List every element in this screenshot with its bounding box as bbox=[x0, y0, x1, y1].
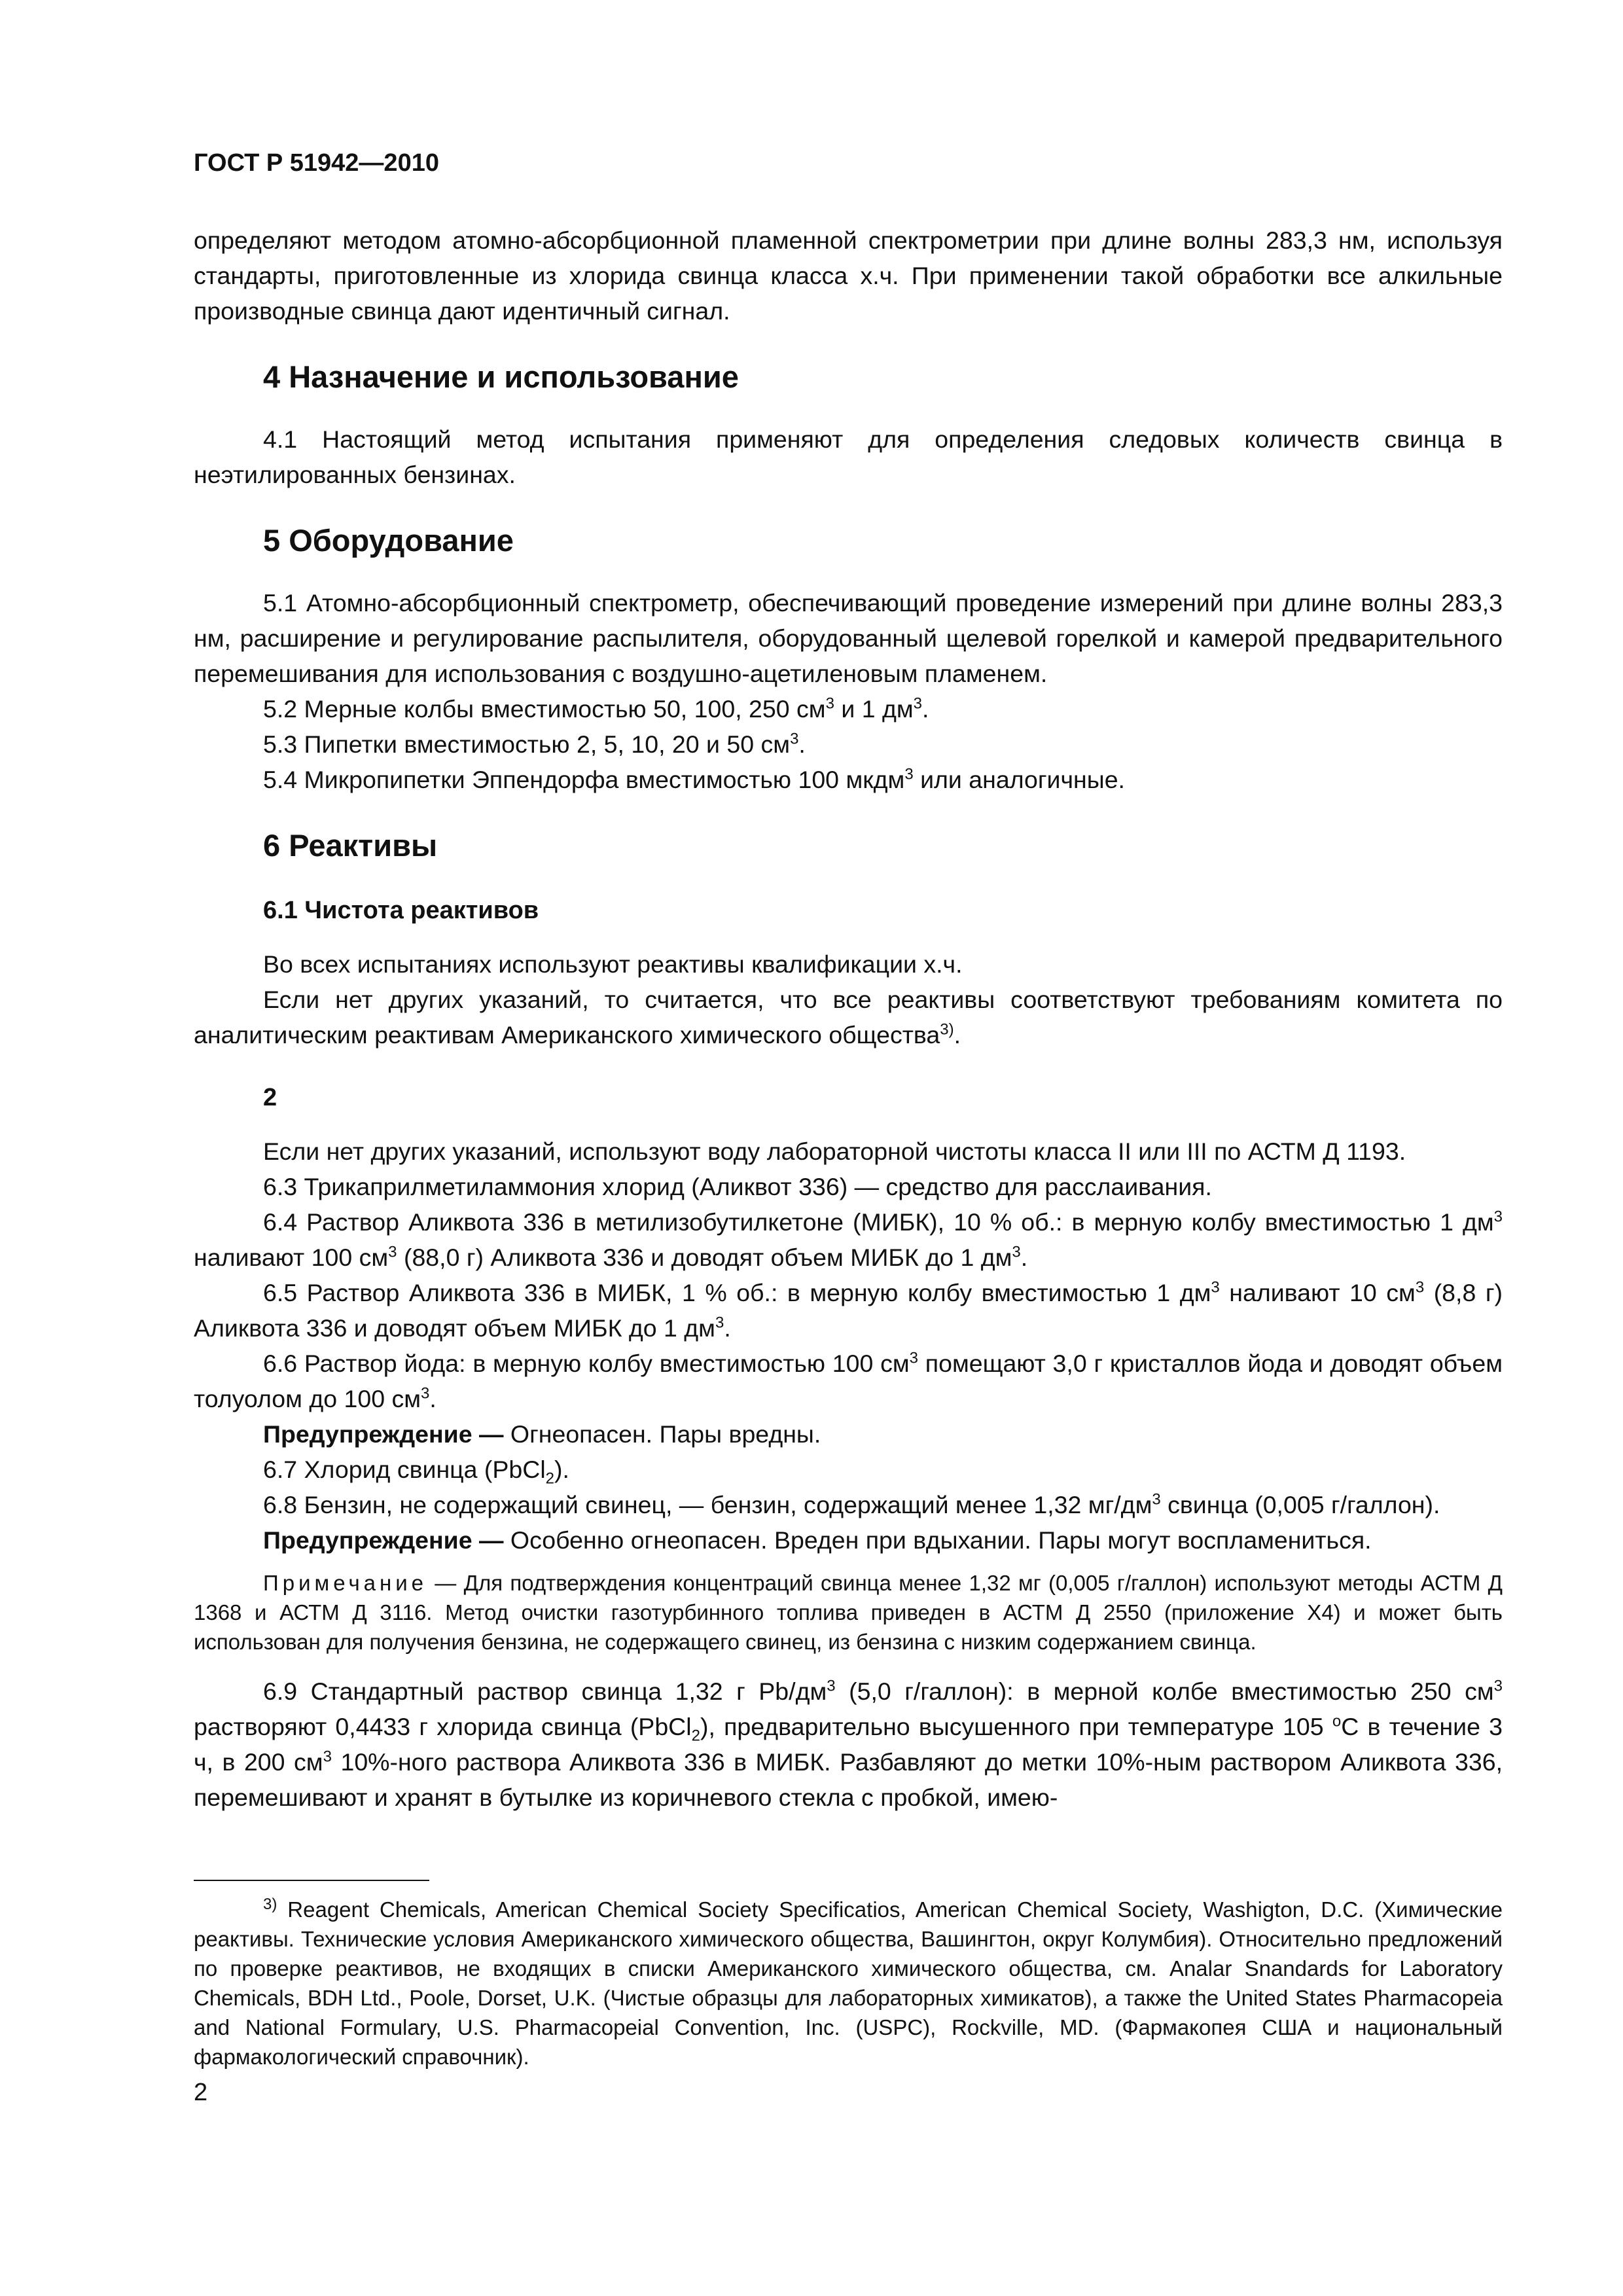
paragraph-6-9: 6.9 Стандартный раствор свинца 1,32 г $Pb/дм^3$ (5,0 г/галлон): в мерной колбе вместимостью 250 $см^3$ растворяют 0,4433 г хлорида свинца (PbCl$_2$), предварительно высушенного при температуре 105 $^о$С в течение 3 ч, в 200 $см^3$ 10%-ного раствора Аликвота 336 в МИБК. Разбавляют до метки 10%-ным раствором Аликвота 336, перемешивают и хранят в бутылке из коричневого стекла с пробкой, имею- bbox=[194, 1677, 1503, 1811]
page-number: 2 bbox=[194, 2079, 208, 2106]
paragraph-6-2: Если нет других указаний, используют воду лабораторной чистоты класса II или III по АСТМ Д 1193. bbox=[263, 1138, 1406, 1165]
paragraph-6-7: 6.7 Хлорид свинца (PbCl$_2$). bbox=[263, 1456, 569, 1488]
paragraph-6-8: 6.8 Бензин, не содержащий свинец, — бензин, содержащий менее 1,32 $мг/дм^3$ свинца (0,005 г/галлон). bbox=[263, 1490, 1440, 1518]
section-heading-5: 5 Оборудование bbox=[263, 523, 514, 558]
paragraph-5-1: 5.1 Атомно-абсорбционный спектрометр, обеспечивающий проведение измерений при длине волны 283,3 нм, расширение и регулирование распылителя, оборудованный щелевой горелкой и камерой предварительного перемешивания для использования с воздушно-ацетиленовым пламенем. bbox=[194, 589, 1503, 687]
paragraph-6-3: 6.3 Трикаприлметиламмония хлорид (Аликвот 336) — средство для расслаивания. bbox=[263, 1173, 1212, 1200]
paragraph-4-1: 4.1 Настоящий метод испытания применяют для определения следовых количеств свинца в неэтилированных бензинах. bbox=[194, 425, 1503, 488]
warning-6-6: Предупреждение — Огнеопасен. Пары вредны. bbox=[263, 1420, 821, 1448]
document-header-standard-id: ГОСТ Р 51942—2010 bbox=[194, 149, 439, 177]
subsection-heading-6-2: 2 bbox=[263, 1084, 277, 1111]
paragraph-5-4: 5.4 Микропипетки Эппендорфа вместимостью 100 мкдм$^3$ или аналогичные. bbox=[263, 765, 1125, 793]
paragraph-6-6: 6.6 Раствор йода: в мерную колбу вместимостью 100 $см^3$ помещают 3,0 г кристаллов йода и доводят объем толуолом до 100 $см^3$. bbox=[194, 1349, 1503, 1412]
section-heading-6: 6 Реактивы bbox=[263, 828, 438, 863]
document-body bbox=[194, 223, 1503, 1815]
paragraph-5-3: 5.3 Пипетки вместимостью 2, 5, 10, 20 и 50 $см^3$. bbox=[263, 730, 806, 758]
footnote-3: $^{3)}$ Reagent Chemicals, American Chemical Society Specificatios, American Chemical Society, Washigton, D.C. (Химические реактивы. Технические условия Американского химического общества, Вашингтон, округ Колумбия). Относительно предложений по проверке реактивов, не входящих в списки Американского химического общества, см. Analar Snandards for Laboratory Chemicals, BDH Ltd., Poole, Dorset, U.K. (Чистые образцы для лабораторных химикатов), а также the United States Pharmacopeia and National Formulary, U.S. Pharmacopeial Convention, Inc. (USPC), Rockville, MD. (Фармакопея США и национальный фармакологический справочник). bbox=[194, 1895, 1503, 2069]
paragraph-6-5: 6.5 Раствор Аликвота 336 в МИБК, 1 % об.: в мерную колбу вместимостью 1 $дм^3$ наливают 10 $см^3$ (8,8 г) Аликвота 336 и доводят объем МИБК до 1 $дм^3$. bbox=[194, 1278, 1503, 1342]
note-paragraph: Примечание — Для подтверждения концентраций свинца менее 1,32 мг (0,005 г/галлон) используют методы АСТМ Д 1368 и АСТМ Д 3116. Метод очистки газотурбинного топлива приведен в АСТМ Д 2550 (приложение Х4) и может быть использован для получения бензина, не содержащего свинец, из бензина с низким содержанием свинца. bbox=[194, 1571, 1503, 1654]
intro-paragraph: определяют методом атомно-абсорбционной пламенной спектрометрии при длине волны 283,3 нм, используя стандарты, приготовленные из хлорида свинца класса х.ч. При применении такой обработки все алкильные производные свинца дают идентичный сигнал. bbox=[194, 226, 1503, 325]
footnote-divider bbox=[194, 1880, 429, 1881]
paragraph-6-1-a: Во всех испытаниях используют реактивы квалификации х.ч. bbox=[263, 950, 963, 978]
section-heading-4: 4 Назначение и использование bbox=[263, 359, 739, 394]
paragraph-6-4: 6.4 Раствор Аликвота 336 в метилизобутилкетоне (МИБК), 10 % об.: в мерную колбу вместимостью 1 $дм^3$ наливают 100 $см^3$ (88,0 г) Аликвота 336 и доводят объем МИБК до 1 $дм^3$. bbox=[194, 1208, 1503, 1271]
subsection-heading-6-1: 6.1 Чистота реактивов bbox=[263, 897, 539, 924]
footnote-ref-3[interactable]: 3) bbox=[940, 1020, 954, 1039]
warning-6-8: Предупреждение — Особенно огнеопасен. Вреден при вдыхании. Пары могут воспламениться. bbox=[263, 1526, 1372, 1554]
paragraph-6-1-b: Если нет других указаний, то считается, что все реактивы соответствуют требованиям комитета по аналитическим реактивам Американского химического общества$^{3)}$. bbox=[194, 986, 1503, 1049]
paragraph-5-2: 5.2 Мерные колбы вместимостью 50, 100, 250 $см^3$ и 1 $дм^3$. bbox=[263, 694, 929, 723]
